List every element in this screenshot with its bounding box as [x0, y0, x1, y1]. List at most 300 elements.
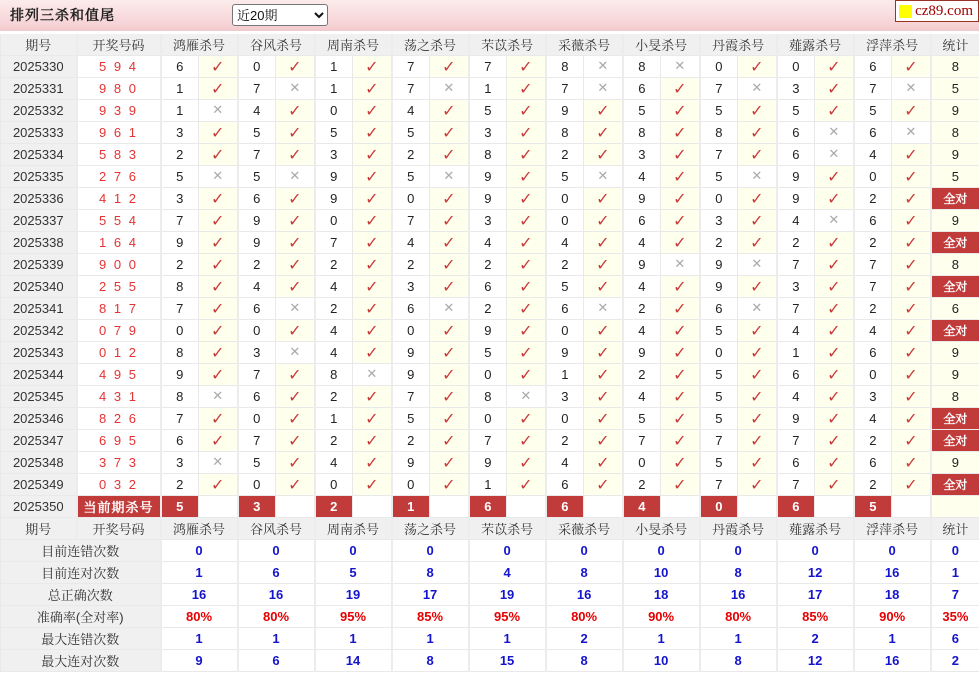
table-row [1, 320, 979, 342]
period-cell: 2025345 [1, 386, 77, 408]
check-mark: ✓ [276, 210, 315, 232]
cross-mark: ✕ [199, 100, 238, 122]
draw-numbers-cell: 5 9 4 [77, 56, 161, 78]
current-kill-badge: 6 [469, 496, 507, 518]
draw-numbers-cell: 9 3 9 [77, 100, 161, 122]
kill-number-cell: 5 [623, 408, 661, 430]
column-header-kill-9: 薤露杀号 [777, 518, 854, 540]
current-period-label-badge: 当前期杀号 [77, 496, 161, 518]
draw-numbers-cell: 2 7 6 [77, 166, 161, 188]
kill-number-cell: 5 [469, 342, 507, 364]
check-mark: ✓ [199, 364, 238, 386]
check-mark: ✓ [584, 276, 623, 298]
summary-value-cell: 0 [315, 540, 392, 562]
summary-value-cell: 4 [469, 562, 546, 584]
cross-mark: ✕ [584, 56, 623, 78]
check-mark: ✓ [353, 474, 392, 496]
current-kill-badge: 2 [315, 496, 353, 518]
kill-number-cell: 8 [623, 122, 661, 144]
kill-number-cell: 5 [238, 122, 276, 144]
check-mark: ✓ [584, 430, 623, 452]
summary-value-cell: 9 [161, 650, 238, 672]
kill-number-cell: 9 [392, 342, 430, 364]
summary-value-cell: 16 [238, 584, 315, 606]
all-correct-badge: 全对 [931, 232, 979, 254]
table-row [1, 122, 979, 144]
kill-number-cell: 3 [469, 210, 507, 232]
kill-number-cell: 7 [854, 276, 892, 298]
check-mark: ✓ [353, 210, 392, 232]
summary-value-cell: 80% [546, 606, 623, 628]
check-mark: ✓ [892, 320, 931, 342]
kill-number-cell: 3 [623, 144, 661, 166]
current-kill-mark-empty [738, 496, 777, 518]
table-row [1, 342, 979, 364]
column-header-kill-2: 谷风杀号 [238, 518, 315, 540]
check-mark: ✓ [815, 408, 854, 430]
column-header-period: 期号 [1, 34, 77, 56]
cross-mark: ✕ [199, 166, 238, 188]
check-mark: ✓ [353, 232, 392, 254]
table-row [1, 56, 979, 78]
check-mark: ✓ [430, 122, 469, 144]
summary-value-cell: 15 [469, 650, 546, 672]
cross-mark: ✕ [815, 122, 854, 144]
check-mark: ✓ [507, 364, 546, 386]
stat-cell: 5 [931, 78, 979, 100]
kill-number-cell: 9 [777, 166, 815, 188]
summary-value-cell: 7 [931, 584, 979, 606]
summary-value-cell: 12 [777, 562, 854, 584]
summary-row [1, 628, 979, 650]
kill-number-cell: 4 [854, 144, 892, 166]
stat-cell: 8 [931, 56, 979, 78]
check-mark: ✓ [353, 100, 392, 122]
kill-number-cell: 9 [161, 364, 199, 386]
period-cell: 2025348 [1, 452, 77, 474]
column-header-row [1, 34, 979, 56]
check-mark: ✓ [815, 276, 854, 298]
cross-mark: ✕ [738, 298, 777, 320]
summary-value-cell: 0 [777, 540, 854, 562]
table-row [1, 254, 979, 276]
check-mark: ✓ [738, 342, 777, 364]
kill-number-cell: 5 [546, 276, 584, 298]
kill-number-cell: 6 [546, 298, 584, 320]
top-bar [0, 0, 979, 31]
kill-number-cell: 7 [777, 474, 815, 496]
kill-number-cell: 5 [315, 122, 353, 144]
kill-number-cell: 5 [777, 100, 815, 122]
check-mark: ✓ [661, 100, 700, 122]
check-mark: ✓ [584, 232, 623, 254]
kill-number-cell: 6 [854, 122, 892, 144]
check-mark: ✓ [815, 386, 854, 408]
check-mark: ✓ [430, 144, 469, 166]
check-mark: ✓ [199, 474, 238, 496]
kill-number-cell: 0 [238, 56, 276, 78]
summary-value-cell: 8 [546, 562, 623, 584]
check-mark: ✓ [661, 364, 700, 386]
check-mark: ✓ [584, 122, 623, 144]
kill-number-cell: 7 [700, 78, 738, 100]
summary-value-cell: 16 [700, 584, 777, 606]
summary-value-cell: 1 [700, 628, 777, 650]
kill-number-cell: 6 [238, 386, 276, 408]
kill-number-cell: 0 [238, 408, 276, 430]
kill-number-cell: 0 [546, 210, 584, 232]
check-mark: ✓ [507, 188, 546, 210]
kill-number-cell: 2 [854, 298, 892, 320]
current-kill-mark-empty [276, 496, 315, 518]
summary-value-cell: 2 [931, 650, 979, 672]
check-mark: ✓ [507, 166, 546, 188]
check-mark: ✓ [815, 320, 854, 342]
kill-number-cell: 1 [469, 78, 507, 100]
summary-value-cell: 5 [315, 562, 392, 584]
period-cell: 2025333 [1, 122, 77, 144]
current-kill-badge: 6 [777, 496, 815, 518]
kill-number-cell: 6 [623, 210, 661, 232]
kill-number-cell: 6 [854, 210, 892, 232]
kill-number-cell: 7 [238, 430, 276, 452]
kill-number-cell: 3 [392, 276, 430, 298]
kill-number-cell: 7 [700, 144, 738, 166]
kill-number-cell: 1 [161, 78, 199, 100]
cross-mark: ✕ [738, 78, 777, 100]
kill-number-table [0, 34, 979, 672]
check-mark: ✓ [430, 232, 469, 254]
kill-number-cell: 1 [546, 364, 584, 386]
check-mark: ✓ [661, 232, 700, 254]
check-mark: ✓ [199, 122, 238, 144]
summary-value-cell: 17 [777, 584, 854, 606]
kill-number-cell: 2 [161, 474, 199, 496]
cross-mark: ✕ [353, 364, 392, 386]
column-header-stat: 统计 [931, 518, 979, 540]
current-period-row [1, 496, 979, 518]
check-mark: ✓ [276, 56, 315, 78]
draw-numbers-cell: 6 9 5 [77, 430, 161, 452]
kill-number-cell: 8 [315, 364, 353, 386]
stat-cell: 6 [931, 298, 979, 320]
kill-number-cell: 6 [777, 452, 815, 474]
site-logo-link[interactable] [895, 0, 979, 22]
check-mark: ✓ [199, 430, 238, 452]
period-cell: 2025341 [1, 298, 77, 320]
check-mark: ✓ [661, 408, 700, 430]
period-select[interactable] [232, 4, 328, 26]
column-header-period: 期号 [1, 518, 77, 540]
summary-value-cell: 16 [854, 650, 931, 672]
check-mark: ✓ [738, 386, 777, 408]
check-mark: ✓ [584, 474, 623, 496]
check-mark: ✓ [661, 320, 700, 342]
all-correct-badge: 全对 [931, 474, 979, 496]
check-mark: ✓ [738, 364, 777, 386]
kill-number-cell: 4 [623, 320, 661, 342]
draw-numbers-cell: 3 7 3 [77, 452, 161, 474]
cross-mark: ✕ [199, 452, 238, 474]
period-cell: 2025344 [1, 364, 77, 386]
current-kill-mark-empty [430, 496, 469, 518]
kill-number-cell: 9 [238, 210, 276, 232]
current-kill-mark-empty [353, 496, 392, 518]
check-mark: ✓ [584, 144, 623, 166]
column-header-kill-4: 荡之杀号 [392, 34, 469, 56]
kill-number-cell: 6 [623, 78, 661, 100]
kill-number-cell: 2 [315, 430, 353, 452]
kill-number-cell: 0 [469, 364, 507, 386]
kill-number-cell: 9 [315, 166, 353, 188]
kill-number-cell: 2 [700, 232, 738, 254]
check-mark: ✓ [584, 364, 623, 386]
kill-number-cell: 9 [238, 232, 276, 254]
check-mark: ✓ [199, 408, 238, 430]
column-header-kill-8: 丹霞杀号 [700, 34, 777, 56]
kill-number-cell: 4 [777, 210, 815, 232]
check-mark: ✓ [507, 276, 546, 298]
all-correct-badge: 全对 [931, 430, 979, 452]
all-correct-badge: 全对 [931, 408, 979, 430]
check-mark: ✓ [276, 408, 315, 430]
cross-mark: ✕ [738, 166, 777, 188]
check-mark: ✓ [430, 342, 469, 364]
all-correct-badge: 全对 [931, 188, 979, 210]
column-header-kill-7: 小旻杀号 [623, 518, 700, 540]
check-mark: ✓ [353, 254, 392, 276]
summary-value-cell: 1 [238, 628, 315, 650]
check-mark: ✓ [661, 210, 700, 232]
kill-number-cell: 1 [315, 408, 353, 430]
current-kill-badge: 6 [546, 496, 584, 518]
kill-number-cell: 4 [623, 232, 661, 254]
period-cell: 2025347 [1, 430, 77, 452]
kill-number-cell: 0 [315, 474, 353, 496]
kill-number-cell: 6 [546, 474, 584, 496]
table-row [1, 78, 979, 100]
check-mark: ✓ [199, 188, 238, 210]
summary-row [1, 650, 979, 672]
check-mark: ✓ [661, 188, 700, 210]
kill-number-cell: 8 [161, 342, 199, 364]
check-mark: ✓ [199, 254, 238, 276]
draw-numbers-cell: 4 1 2 [77, 188, 161, 210]
kill-number-cell: 9 [546, 342, 584, 364]
column-header-kill-3: 周南杀号 [315, 518, 392, 540]
check-mark: ✓ [815, 474, 854, 496]
kill-number-cell: 0 [854, 364, 892, 386]
kill-number-cell: 7 [546, 78, 584, 100]
check-mark: ✓ [661, 298, 700, 320]
kill-number-cell: 3 [700, 210, 738, 232]
check-mark: ✓ [353, 276, 392, 298]
kill-number-cell: 2 [854, 430, 892, 452]
check-mark: ✓ [892, 188, 931, 210]
check-mark: ✓ [815, 188, 854, 210]
summary-value-cell: 1 [469, 628, 546, 650]
column-header-kill-8: 丹霞杀号 [700, 518, 777, 540]
check-mark: ✓ [507, 78, 546, 100]
check-mark: ✓ [892, 254, 931, 276]
check-mark: ✓ [661, 342, 700, 364]
kill-number-cell: 4 [315, 342, 353, 364]
kill-number-cell: 4 [546, 452, 584, 474]
cross-mark: ✕ [815, 210, 854, 232]
kill-number-cell: 6 [777, 364, 815, 386]
check-mark: ✓ [892, 452, 931, 474]
summary-value-cell: 2 [777, 628, 854, 650]
summary-value-cell: 0 [854, 540, 931, 562]
summary-value-cell: 10 [623, 650, 700, 672]
period-cell: 2025338 [1, 232, 77, 254]
summary-value-cell: 2 [546, 628, 623, 650]
kill-number-cell: 2 [469, 298, 507, 320]
kill-number-cell: 1 [777, 342, 815, 364]
table-row [1, 298, 979, 320]
kill-number-cell: 4 [238, 100, 276, 122]
summary-value-cell: 0 [392, 540, 469, 562]
check-mark: ✓ [584, 188, 623, 210]
stat-cell: 9 [931, 364, 979, 386]
kill-number-cell: 9 [623, 342, 661, 364]
current-kill-badge: 1 [392, 496, 430, 518]
kill-number-cell: 2 [546, 254, 584, 276]
check-mark: ✓ [430, 210, 469, 232]
summary-value-cell: 0 [238, 540, 315, 562]
cross-mark: ✕ [738, 254, 777, 276]
kill-number-cell: 2 [469, 254, 507, 276]
kill-number-cell: 3 [777, 78, 815, 100]
check-mark: ✓ [430, 408, 469, 430]
table-row [1, 188, 979, 210]
kill-number-cell: 8 [469, 386, 507, 408]
check-mark: ✓ [353, 430, 392, 452]
check-mark: ✓ [276, 188, 315, 210]
kill-number-cell: 2 [546, 144, 584, 166]
column-header-draw-numbers: 开奖号码 [77, 34, 161, 56]
check-mark: ✓ [892, 408, 931, 430]
kill-number-cell: 2 [161, 254, 199, 276]
check-mark: ✓ [584, 100, 623, 122]
check-mark: ✓ [892, 342, 931, 364]
check-mark: ✓ [507, 452, 546, 474]
kill-number-cell: 4 [623, 386, 661, 408]
kill-number-cell: 9 [469, 188, 507, 210]
kill-number-cell: 5 [700, 452, 738, 474]
kill-number-cell: 9 [392, 452, 430, 474]
cross-mark: ✕ [276, 342, 315, 364]
summary-value-cell: 19 [469, 584, 546, 606]
check-mark: ✓ [738, 276, 777, 298]
check-mark: ✓ [738, 408, 777, 430]
summary-value-cell: 1 [931, 562, 979, 584]
check-mark: ✓ [430, 56, 469, 78]
kill-number-cell: 5 [700, 364, 738, 386]
check-mark: ✓ [584, 254, 623, 276]
summary-label-cell: 最大连错次数 [1, 628, 161, 650]
kill-number-cell: 6 [777, 144, 815, 166]
check-mark: ✓ [430, 188, 469, 210]
table-row [1, 430, 979, 452]
kill-number-cell: 9 [700, 276, 738, 298]
kill-number-cell: 7 [392, 210, 430, 232]
table-row [1, 166, 979, 188]
summary-value-cell: 80% [700, 606, 777, 628]
draw-numbers-cell: 8 2 6 [77, 408, 161, 430]
kill-number-cell: 5 [700, 386, 738, 408]
summary-value-cell: 1 [161, 628, 238, 650]
period-cell: 2025339 [1, 254, 77, 276]
kill-number-cell: 4 [854, 320, 892, 342]
check-mark: ✓ [584, 320, 623, 342]
column-header-kill-5: 芣苡杀号 [469, 518, 546, 540]
table-row [1, 100, 979, 122]
draw-numbers-cell: 0 7 9 [77, 320, 161, 342]
draw-numbers-cell: 0 3 2 [77, 474, 161, 496]
cross-mark: ✕ [661, 254, 700, 276]
check-mark: ✓ [276, 276, 315, 298]
kill-number-cell: 5 [700, 100, 738, 122]
kill-number-cell: 9 [623, 254, 661, 276]
kill-number-cell: 6 [854, 342, 892, 364]
check-mark: ✓ [199, 298, 238, 320]
check-mark: ✓ [199, 232, 238, 254]
summary-value-cell: 14 [315, 650, 392, 672]
current-kill-mark-empty [507, 496, 546, 518]
column-header-kill-9: 薤露杀号 [777, 34, 854, 56]
kill-number-cell: 5 [392, 408, 430, 430]
summary-value-cell: 1 [854, 628, 931, 650]
check-mark: ✓ [584, 386, 623, 408]
summary-row [1, 562, 979, 584]
check-mark: ✓ [507, 474, 546, 496]
check-mark: ✓ [276, 430, 315, 452]
check-mark: ✓ [276, 474, 315, 496]
summary-value-cell: 16 [161, 584, 238, 606]
check-mark: ✓ [507, 100, 546, 122]
table-row [1, 144, 979, 166]
period-cell: 2025342 [1, 320, 77, 342]
check-mark: ✓ [353, 78, 392, 100]
kill-number-cell: 9 [546, 100, 584, 122]
check-mark: ✓ [892, 232, 931, 254]
table-row [1, 386, 979, 408]
draw-numbers-cell: 9 8 0 [77, 78, 161, 100]
check-mark: ✓ [815, 100, 854, 122]
kill-number-cell: 4 [623, 276, 661, 298]
check-mark: ✓ [507, 342, 546, 364]
current-kill-badge: 4 [623, 496, 661, 518]
stat-cell: 5 [931, 166, 979, 188]
kill-number-cell: 0 [392, 320, 430, 342]
kill-number-cell: 6 [161, 430, 199, 452]
kill-number-cell: 8 [623, 56, 661, 78]
check-mark: ✓ [892, 166, 931, 188]
summary-row [1, 540, 979, 562]
check-mark: ✓ [507, 144, 546, 166]
kill-number-cell: 7 [392, 386, 430, 408]
stat-cell: 9 [931, 210, 979, 232]
kill-number-cell: 7 [238, 364, 276, 386]
kill-number-cell: 2 [315, 254, 353, 276]
table-row [1, 232, 979, 254]
summary-value-cell: 12 [777, 650, 854, 672]
summary-value-cell: 19 [315, 584, 392, 606]
check-mark: ✓ [276, 320, 315, 342]
summary-value-cell: 95% [469, 606, 546, 628]
cross-mark: ✕ [661, 56, 700, 78]
